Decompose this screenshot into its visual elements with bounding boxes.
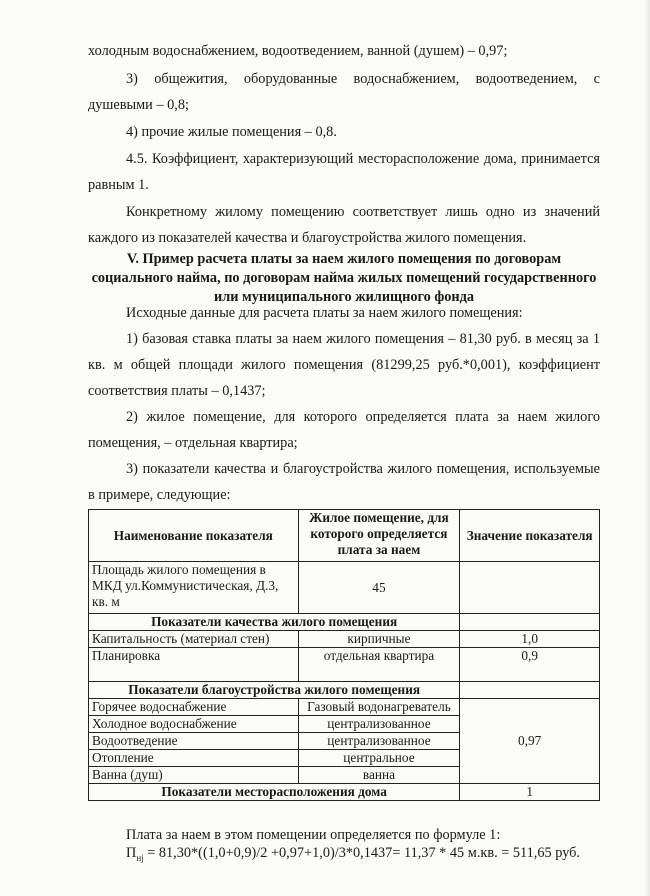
table-section-amenity: [89, 682, 600, 699]
area-empty-cell: [460, 562, 600, 614]
quality-dwelling: кирпичные: [298, 631, 460, 648]
paragraph-water-coefficient: холодным водоснабжением, водоотведением, ванной (душем) – 0,97;: [88, 43, 508, 59]
paragraph-other-premises: 4) прочие жилые помещения – 0,8.: [126, 124, 337, 140]
section-amenity-label: Показатели благоустройства жилого помещения: [89, 682, 460, 699]
area-label: Площадь жилого помещения в МКД ул.Коммунистическая, Д.3, кв. м: [89, 562, 299, 614]
formula-intro: Плата за наем в этом помещении определяется по формуле 1:: [126, 827, 501, 843]
amenity-value: 0,97: [460, 699, 600, 784]
amenity-name: Водоотведение: [89, 733, 299, 750]
quality-dwelling: отдельная квартира: [298, 648, 460, 682]
formula-symbol: П: [126, 845, 137, 861]
header-dwelling: Жилое помещение, для которого определяется плата за наем: [298, 510, 460, 562]
quality-name: Капитальность (материал стен): [89, 631, 299, 648]
amenity-dwelling: централизованное: [298, 716, 460, 733]
indicators-table: [88, 509, 600, 801]
section-location-label: Показатели месторасположения дома: [89, 784, 460, 801]
header-indicator-name: Наименование показателя: [89, 510, 299, 562]
paragraph-location-coefficient: 4.5. Коэффициент, характеризующий месторасположение дома, принимается равным 1.: [88, 151, 600, 193]
formula-expression: = 81,30*((1,0+0,9)/2 +0,97+1,0)/3*0,1437= 11,37 * 45 м.кв. = 511,65 руб.: [143, 845, 581, 861]
quality-name: Планировка: [89, 648, 299, 682]
section-quality-empty-cell: [460, 614, 600, 631]
amenity-dwelling: ванна: [298, 767, 460, 784]
section-heading: V. Пример расчета платы за наем жилого помещения по договорам социального найма, по договорам найма жилых помещений государственного или муниципального жилищного фонда: [91, 251, 597, 305]
amenity-dwelling: Газовый водонагреватель: [298, 699, 460, 716]
area-value: 45: [298, 562, 460, 614]
quality-value: 1,0: [460, 631, 600, 648]
scan-edge-shadow: [644, 0, 650, 896]
table-section-location: [89, 784, 600, 801]
paragraph-dormitories: 3) общежития, оборудованные водоснабжением, водоотведением, с душевыми – 0,8;: [88, 71, 600, 113]
amenity-name: Отопление: [89, 750, 299, 767]
table-section-quality: [89, 614, 600, 631]
paragraph-indicators: 3) показатели качества и благоустройства жилого помещения, используемые в примере, следующие:: [88, 461, 600, 503]
paragraph-single-value-note: Конкретному жилому помещению соответствует лишь одно из значений каждого из показателей качества и благоустройства жилого помещения.: [88, 204, 600, 246]
section-quality-label: Показатели качества жилого помещения: [89, 614, 460, 631]
amenity-dwelling: центральное: [298, 750, 460, 767]
table-row: [89, 631, 600, 648]
amenity-name: Горячее водоснабжение: [89, 699, 299, 716]
quality-value: 0,9: [460, 648, 600, 682]
amenity-name: Холодное водоснабжение: [89, 716, 299, 733]
table-header-row: [89, 510, 600, 562]
formula-line: [88, 844, 600, 867]
paragraph-base-rate: 1) базовая ставка платы за наем жилого помещения – 81,30 руб. в месяц за 1 кв. м общей площади жилого помещения (81299,25 руб.*0,001), коэффициент соответствия платы – 0,1437;: [88, 331, 600, 399]
location-value: 1: [460, 784, 600, 801]
formula-subscript: нj: [136, 852, 144, 863]
paragraph-dwelling-type: 2) жилое помещение, для которого определяется плата за наем жилого помещения, – отдельная квартира;: [88, 409, 600, 451]
table-row: [89, 699, 600, 716]
paragraph-input-data: Исходные данные для расчета платы за наем жилого помещения:: [126, 305, 523, 321]
amenity-name: Ванна (душ): [89, 767, 299, 784]
section-amenity-empty-cell: [460, 682, 600, 699]
table-row: [89, 648, 600, 682]
amenity-dwelling: централизованное: [298, 733, 460, 750]
table-row-area: [89, 562, 600, 614]
header-value: Значение показателя: [460, 510, 600, 562]
